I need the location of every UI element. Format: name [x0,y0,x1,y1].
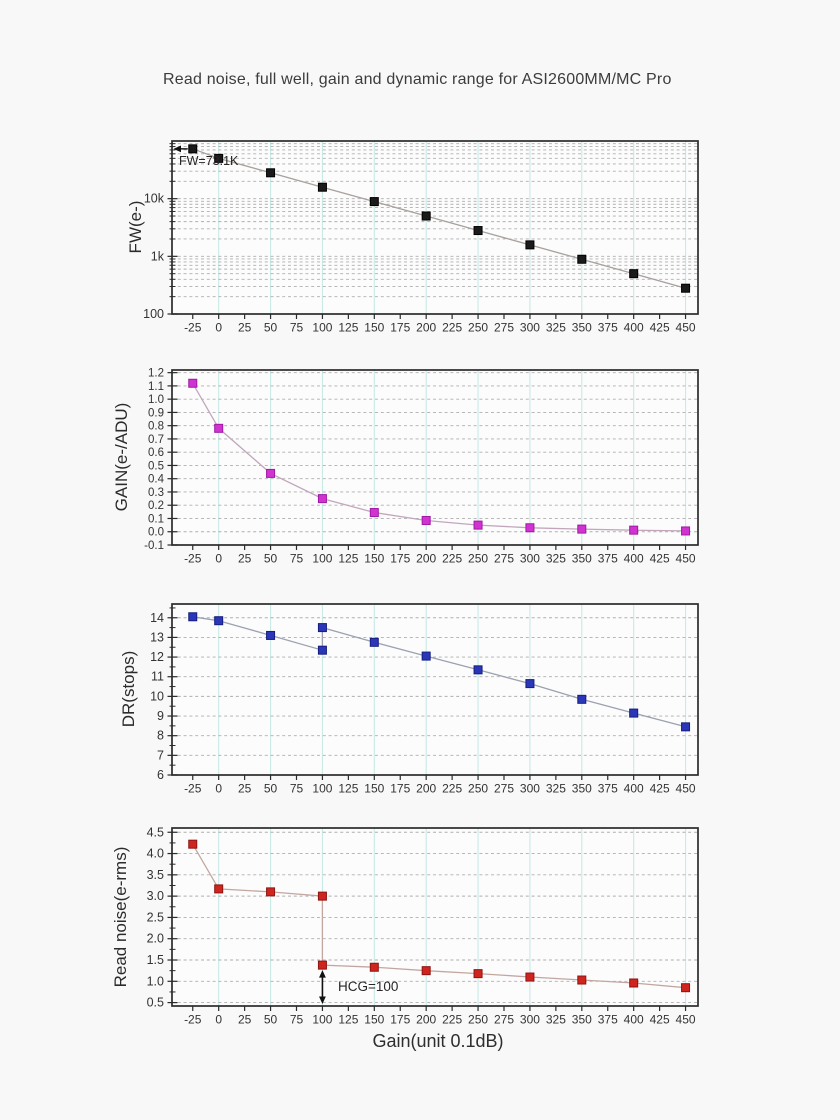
svg-text:375: 375 [597,320,618,335]
svg-text:-0.1: -0.1 [144,540,164,552]
svg-text:350: 350 [571,781,592,796]
svg-text:175: 175 [390,551,411,566]
svg-text:200: 200 [416,320,437,335]
svg-text:6: 6 [157,768,164,782]
svg-text:75: 75 [289,320,304,335]
fw-chart [143,141,698,335]
svg-text:0.5: 0.5 [146,995,164,1010]
rn-data-point [318,892,326,900]
svg-text:250: 250 [468,781,489,796]
svg-text:1.0: 1.0 [148,394,164,407]
svg-text:225: 225 [442,551,463,566]
gain-chart [144,368,698,566]
svg-text:0.9: 0.9 [148,407,164,420]
svg-text:350: 350 [571,551,592,566]
svg-text:0.0: 0.0 [148,526,164,539]
rn-data-point [630,979,638,987]
fw-data-point [422,212,430,220]
svg-text:0.7: 0.7 [148,433,164,446]
dr-data-point [189,613,197,621]
rn-xticks [184,1006,696,1027]
dr-data-point [318,624,326,632]
svg-text:275: 275 [493,1012,515,1027]
svg-text:125: 125 [338,551,359,566]
svg-text:100: 100 [312,781,333,796]
svg-text:25: 25 [237,781,252,796]
rn-data-point [526,973,534,981]
gain-data-point [267,469,275,477]
svg-text:100: 100 [312,320,333,335]
svg-text:325: 325 [545,551,566,566]
rn-data-point [578,976,586,984]
gain-data-point [630,526,638,534]
dr-data-point [215,617,223,625]
dr-chart [150,604,698,796]
svg-text:75: 75 [289,781,304,796]
svg-text:50: 50 [263,781,278,796]
svg-text:-25: -25 [184,781,202,796]
svg-text:250: 250 [468,551,489,566]
svg-text:175: 175 [390,320,411,335]
fw-axis-title: FW(e-) [126,200,145,254]
svg-text:75: 75 [289,551,304,566]
svg-text:10: 10 [150,689,164,704]
svg-text:200: 200 [416,551,437,566]
svg-text:325: 325 [545,781,566,796]
dr-data-point [474,666,482,674]
rn-chart [147,825,698,1026]
fw-data-point [630,270,638,278]
svg-text:1.0: 1.0 [146,974,164,989]
fw-data-point [682,284,690,292]
svg-text:100: 100 [312,1012,333,1027]
rn-data-point [215,885,223,893]
svg-text:275: 275 [493,551,515,566]
dr-data-point [422,652,430,660]
svg-text:1.2: 1.2 [148,367,164,380]
svg-text:225: 225 [442,1012,463,1027]
svg-text:250: 250 [468,1012,489,1027]
svg-text:400: 400 [623,1012,644,1027]
svg-text:0.4: 0.4 [148,473,164,486]
svg-text:50: 50 [263,551,278,566]
svg-text:425: 425 [649,781,670,796]
dr-data-point [630,709,638,717]
svg-text:1.5: 1.5 [146,953,164,968]
dr-data-point [370,638,378,646]
fw-data-point [578,255,586,263]
fw-xticks [184,314,696,335]
svg-text:0.8: 0.8 [148,420,164,433]
gain-data-point [422,516,430,524]
dr-data-point [267,631,275,639]
svg-text:425: 425 [649,551,670,566]
svg-text:400: 400 [623,781,644,796]
gain-data-point [318,495,326,503]
rn-data-point [422,967,430,975]
svg-text:75: 75 [289,1012,304,1027]
svg-text:125: 125 [338,320,359,335]
svg-text:250: 250 [468,320,489,335]
gain-data-point [189,379,197,387]
svg-text:4.0: 4.0 [146,846,164,861]
svg-text:150: 150 [364,1012,385,1027]
svg-text:450: 450 [675,781,696,796]
dr-xticks [184,775,696,796]
svg-text:150: 150 [364,551,385,566]
fw-data-point [189,145,197,153]
svg-text:10k: 10k [143,191,164,206]
svg-text:0.3: 0.3 [148,486,164,499]
svg-text:14: 14 [150,610,164,625]
svg-text:0: 0 [215,320,223,335]
svg-text:-25: -25 [184,1012,202,1027]
svg-text:350: 350 [571,1012,592,1027]
svg-text:175: 175 [390,781,411,796]
svg-text:2.0: 2.0 [146,931,164,946]
svg-text:13: 13 [150,630,164,645]
dr-data-point [578,695,586,703]
rn-axis-title: Read noise(e-rms) [111,846,130,988]
svg-text:400: 400 [623,320,644,335]
svg-text:400: 400 [623,551,644,566]
svg-text:200: 200 [416,781,437,796]
svg-text:50: 50 [263,320,278,335]
fw-data-point [370,198,378,206]
svg-text:450: 450 [675,1012,696,1027]
gain-data-point [370,509,378,517]
gain-data-point [474,521,482,529]
figure-title: Read noise, full well, gain and dynamic range for ASI2600MM/MC Pro [163,71,672,88]
rn-data-point [267,888,275,896]
svg-text:12: 12 [150,650,164,665]
svg-text:-25: -25 [184,320,202,335]
svg-text:450: 450 [675,551,696,566]
svg-text:275: 275 [493,320,515,335]
svg-text:300: 300 [519,1012,540,1027]
svg-text:7: 7 [157,748,164,763]
svg-text:0.5: 0.5 [148,460,164,473]
svg-text:150: 150 [364,320,385,335]
x-axis-title: Gain(unit 0.1dB) [372,1031,504,1051]
rn-data-point [682,984,690,992]
svg-text:375: 375 [597,551,618,566]
svg-text:100: 100 [312,551,333,566]
svg-text:425: 425 [649,1012,670,1027]
svg-text:3.5: 3.5 [146,867,164,882]
fw-data-point [318,183,326,191]
svg-text:0: 0 [215,1012,223,1027]
svg-text:150: 150 [364,781,385,796]
svg-text:100: 100 [143,307,164,321]
rn-data-point [370,963,378,971]
svg-text:0.1: 0.1 [148,513,164,526]
svg-text:0: 0 [215,551,223,566]
svg-text:50: 50 [263,1012,278,1027]
svg-text:375: 375 [597,781,618,796]
svg-text:1k: 1k [150,249,164,264]
gain-data-point [578,525,586,533]
svg-text:0.6: 0.6 [148,447,164,460]
rn-data-point [318,961,326,969]
svg-text:300: 300 [519,781,540,796]
svg-text:0.2: 0.2 [148,500,164,513]
rn-data-point [189,840,197,848]
svg-text:200: 200 [416,1012,437,1027]
rn-data-point [474,970,482,978]
svg-text:175: 175 [390,1012,411,1027]
hcg-annotation-label: HCG=100 [338,979,399,994]
fw-data-point [526,241,534,249]
fw-data-point [474,227,482,235]
svg-text:-25: -25 [184,551,202,566]
svg-text:11: 11 [151,669,164,684]
svg-text:275: 275 [493,781,515,796]
dr-data-point [526,680,534,688]
gain-data-point [682,527,690,535]
svg-text:300: 300 [519,320,540,335]
gain-data-point [526,524,534,532]
svg-text:1.1: 1.1 [148,380,164,393]
svg-text:350: 350 [571,320,592,335]
svg-text:125: 125 [338,1012,359,1027]
svg-text:8: 8 [157,728,164,743]
svg-text:3.0: 3.0 [146,889,164,904]
dr-data-point [682,723,690,731]
svg-text:4.5: 4.5 [146,825,164,840]
dr-data-point [318,646,326,654]
svg-text:325: 325 [545,1012,566,1027]
gain-xticks [184,545,696,566]
svg-text:25: 25 [237,320,252,335]
svg-text:450: 450 [675,320,696,335]
svg-text:125: 125 [338,781,359,796]
svg-text:375: 375 [597,1012,618,1027]
dr-axis-title: DR(stops) [119,650,138,728]
svg-text:325: 325 [545,320,566,335]
svg-text:300: 300 [519,551,540,566]
svg-text:425: 425 [649,320,670,335]
gain-axis-title: GAIN(e-/ADU) [112,402,131,512]
svg-text:0: 0 [215,781,223,796]
svg-text:25: 25 [237,1012,252,1027]
svg-text:9: 9 [157,709,164,724]
svg-text:225: 225 [442,781,463,796]
svg-text:2.5: 2.5 [146,910,164,925]
svg-text:25: 25 [237,551,252,566]
svg-text:225: 225 [442,320,463,335]
fw-annotation-label: FW=73.1K [179,154,239,168]
fw-data-point [267,169,275,177]
gain-data-point [215,424,223,432]
